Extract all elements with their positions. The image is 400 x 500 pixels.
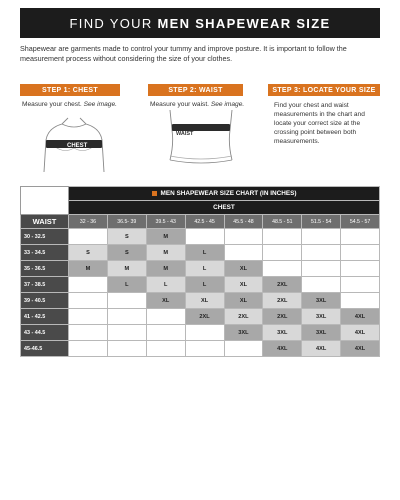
step-2-instruction: Measure your waist. xyxy=(150,101,209,108)
size-cell: 3XL xyxy=(263,325,302,341)
table-row xyxy=(21,309,380,325)
size-cell xyxy=(224,229,263,245)
size-cell: M xyxy=(146,261,185,277)
step-3-label: STEP 3: LOCATE YOUR SIZE xyxy=(268,84,380,96)
step-1-label: STEP 1: CHEST xyxy=(20,84,120,96)
waist-range-label: 37 - 38.5 xyxy=(21,277,69,293)
size-cell xyxy=(69,229,108,245)
size-cell xyxy=(302,245,341,261)
size-cell xyxy=(107,309,146,325)
size-cell xyxy=(185,341,224,357)
size-cell xyxy=(69,277,108,293)
size-cell: L xyxy=(185,277,224,293)
size-cell: XL xyxy=(146,293,185,309)
size-cell xyxy=(302,261,341,277)
table-row xyxy=(21,245,380,261)
size-cell xyxy=(146,341,185,357)
size-cell: XL xyxy=(185,293,224,309)
size-cell xyxy=(146,309,185,325)
step-1-note: See image. xyxy=(83,101,117,108)
size-cell: S xyxy=(69,245,108,261)
size-cell: L xyxy=(185,245,224,261)
size-cell: M xyxy=(69,261,108,277)
chest-range-header: 36.5- 39 xyxy=(107,215,146,229)
size-cell xyxy=(341,277,380,293)
size-cell xyxy=(263,245,302,261)
size-cell: 2XL xyxy=(263,277,302,293)
size-cell: 2XL xyxy=(185,309,224,325)
size-cell: 3XL xyxy=(224,325,263,341)
waist-range-label: 30 - 32.5 xyxy=(21,229,69,245)
waist-illustration-label: WAIST xyxy=(176,131,194,137)
waist-range-label: 39 - 40.5 xyxy=(21,293,69,309)
waist-header: WAIST xyxy=(21,215,69,229)
size-cell xyxy=(146,325,185,341)
size-cell xyxy=(69,341,108,357)
size-cell xyxy=(341,261,380,277)
title-prefix: FIND YOUR xyxy=(69,15,153,31)
size-cell xyxy=(224,245,263,261)
chest-range-header: 39.5 - 43 xyxy=(146,215,185,229)
size-cell: 3XL xyxy=(302,325,341,341)
size-cell: 2XL xyxy=(224,309,263,325)
size-cell xyxy=(185,229,224,245)
chest-header: CHEST xyxy=(69,201,380,215)
size-cell: 4XL xyxy=(341,341,380,357)
size-cell xyxy=(302,229,341,245)
table-row xyxy=(21,261,380,277)
size-cell: XL xyxy=(224,293,263,309)
size-cell: 3XL xyxy=(302,293,341,309)
table-row xyxy=(21,341,380,357)
chest-range-header: 32 - 36 xyxy=(69,215,108,229)
chest-range-header: 48.5 - 51 xyxy=(263,215,302,229)
table-row xyxy=(21,293,380,309)
chest-range-header: 51.5 - 54 xyxy=(302,215,341,229)
chest-range-header: 45.5 - 48 xyxy=(224,215,263,229)
waist-illustration xyxy=(156,110,246,172)
table-row xyxy=(21,229,380,245)
size-cell: M xyxy=(146,229,185,245)
size-cell: S xyxy=(107,229,146,245)
size-cell: M xyxy=(107,261,146,277)
size-cell: L xyxy=(146,277,185,293)
step-2-label: STEP 2: WAIST xyxy=(148,84,243,96)
chest-range-header: 54.5 - 57 xyxy=(341,215,380,229)
step-2-note: See image. xyxy=(210,101,245,108)
waist-range-label: 35 - 36.5 xyxy=(21,261,69,277)
size-cell xyxy=(107,293,146,309)
size-cell xyxy=(107,341,146,357)
size-cell: M xyxy=(146,245,185,261)
size-cell xyxy=(341,229,380,245)
step-1-text xyxy=(22,100,132,109)
size-cell xyxy=(263,229,302,245)
size-cell: 4XL xyxy=(263,341,302,357)
title-bold: MEN SHAPEWEAR SIZE xyxy=(157,15,331,31)
size-cell xyxy=(224,341,263,357)
size-cell: 2XL xyxy=(263,309,302,325)
step-1-instruction: Measure your chest. xyxy=(22,101,82,108)
waist-range-label: 43 - 44.5 xyxy=(21,325,69,341)
size-cell: 4XL xyxy=(302,341,341,357)
table-corner xyxy=(21,187,69,215)
step-2-text xyxy=(150,100,260,109)
size-cell xyxy=(341,245,380,261)
chest-range-header: 42.5 - 45 xyxy=(185,215,224,229)
table-row xyxy=(21,277,380,293)
table-title xyxy=(69,187,380,201)
size-cell: XL xyxy=(224,277,263,293)
size-cell xyxy=(263,261,302,277)
size-cell xyxy=(341,293,380,309)
table-row xyxy=(21,325,380,341)
size-cell: L xyxy=(107,277,146,293)
chest-illustration-label: CHEST xyxy=(67,143,88,149)
chest-illustration xyxy=(24,110,124,172)
size-cell xyxy=(69,293,108,309)
size-cell xyxy=(185,325,224,341)
size-chart-table xyxy=(20,186,380,357)
waist-range-label: 33 - 34.5 xyxy=(21,245,69,261)
step-3-text: Find your chest and waist measurements in the chart and locate your correct size at the crossing point between both measurements. xyxy=(274,102,365,145)
size-cell: S xyxy=(107,245,146,261)
size-cell xyxy=(69,309,108,325)
size-cell xyxy=(107,325,146,341)
size-cell: 4XL xyxy=(341,325,380,341)
size-cell: XL xyxy=(224,261,263,277)
table-title-text: MEN SHAPEWEAR SIZE CHART (IN INCHES) xyxy=(160,190,297,197)
page-title-bar xyxy=(20,8,380,38)
waist-range-label: 45-46.5 xyxy=(21,341,69,357)
size-cell: 4XL xyxy=(341,309,380,325)
size-cell: L xyxy=(185,261,224,277)
intro-text: Shapewear are garments made to control your tummy and improve posture. It is important to follow the measurement process without considering the size of your clothes. xyxy=(20,44,347,63)
size-cell: 2XL xyxy=(263,293,302,309)
size-cell xyxy=(302,277,341,293)
table-title-badge xyxy=(152,191,157,196)
size-cell xyxy=(69,325,108,341)
size-cell: 3XL xyxy=(302,309,341,325)
waist-range-label: 41 - 42.5 xyxy=(21,309,69,325)
